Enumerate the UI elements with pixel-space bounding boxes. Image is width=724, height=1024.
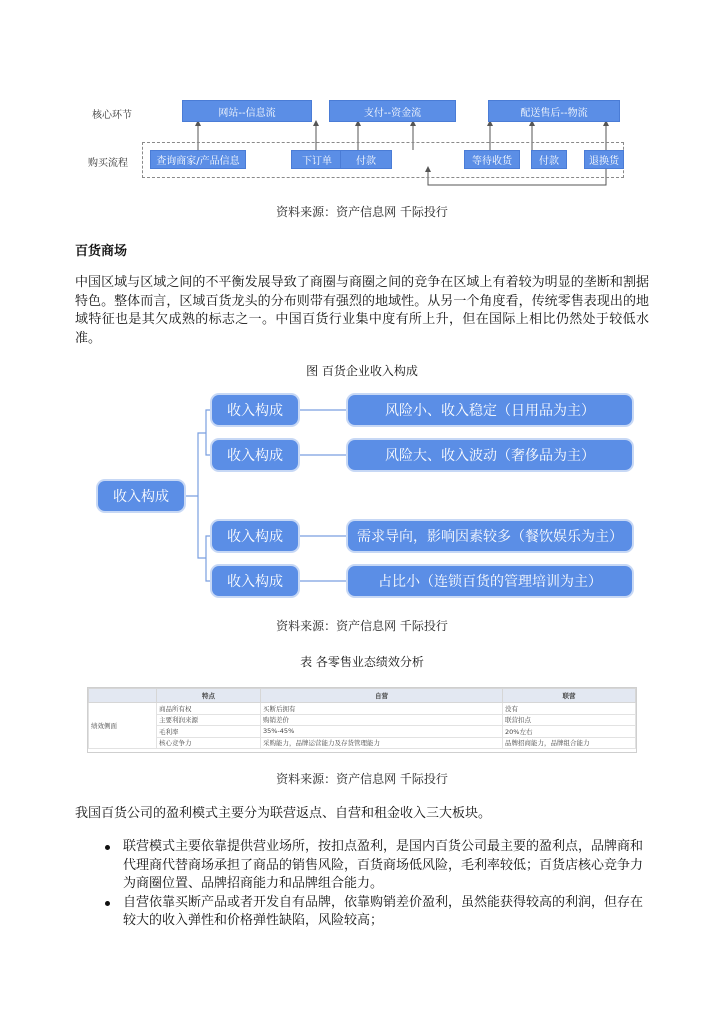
table-cell: 毛利率 <box>157 726 261 738</box>
box-place-order: 下订单 <box>291 150 343 169</box>
income-branch-1: 收入构成 <box>212 395 298 425</box>
table-cell: 联营扣点 <box>503 714 636 726</box>
box-pay-2: 付款 <box>531 150 567 169</box>
income-branch-3: 收入构成 <box>212 521 298 551</box>
figure1-source: 资料来源：资产信息网 千际投行 <box>276 205 448 219</box>
table-header-joint-operated: 联营 <box>503 689 636 703</box>
income-detail-2: 风险大、收入波动（奢侈品为主） <box>348 440 632 470</box>
box-await-delivery: 等待收货 <box>464 150 520 169</box>
bullet-text: 联营模式主要依靠提供营业场所，按扣点盈利，是国内百货公司最主要的盈利点，品牌商和代理商代替商场承担了商品的销售风险，百货商场低风险，毛利率较低；百货店核心竞争力为商圈位置、品牌招商能力和品牌组合能力。 <box>123 839 644 891</box>
table-row <box>89 714 636 726</box>
table-cell: 35%-45% <box>261 726 503 738</box>
figure2-source: 资料来源：资产信息网 千际投行 <box>276 619 448 633</box>
table-cell: 20%左右 <box>503 726 636 738</box>
table-cell: 主要利润来源 <box>157 714 261 726</box>
income-detail-1: 风险小、收入稳定（日用品为主） <box>348 395 632 425</box>
bullet-text: 自营依靠买断产品或者开发自有品牌，依靠购销差价盈利，虽然能获得较高的利润，但存在较大的收入弹性和价格弹性缺陷，风险较高； <box>123 894 644 928</box>
box-info-flow: 网站--信息流 <box>182 100 312 122</box>
box-query-info: 查询商家/产品信息 <box>150 150 246 169</box>
box-return-exchange: 退换货 <box>584 150 624 169</box>
income-root-node: 收入构成 <box>98 481 184 511</box>
income-composition-diagram <box>86 395 636 601</box>
table-header-self-operated: 自营 <box>261 689 503 703</box>
profit-bullet-list <box>75 838 649 931</box>
table-header-feature: 特点 <box>157 689 261 703</box>
list-item <box>75 894 649 931</box>
income-branch-2: 收入构成 <box>212 440 298 470</box>
table-row <box>89 726 636 738</box>
table-cell: 买断后拥有 <box>261 703 503 715</box>
figure2-caption: 图 百货企业收入构成 <box>306 364 418 378</box>
bullet-dot-icon <box>105 845 110 850</box>
table-cell: 核心竞争力 <box>157 737 261 749</box>
profit-intro: 我国百货公司的盈利模式主要分为联营返点、自营和租金收入三大板块。 <box>75 806 492 821</box>
income-detail-4: 占比小（连锁百货的管理培训为主） <box>348 566 632 596</box>
box-money-flow: 支付--资金流 <box>329 100 456 122</box>
table-cell: 商品所有权 <box>157 703 261 715</box>
table-cell: 没有 <box>503 703 636 715</box>
table-cell: 品牌招商能力，品牌组合能力 <box>503 737 636 749</box>
row-label-core: 核心环节 <box>92 110 132 121</box>
row-label-flow: 购买流程 <box>88 158 128 169</box>
table-caption: 表 各零售业态绩效分析 <box>300 655 424 669</box>
box-pay-1: 付款 <box>340 150 392 169</box>
table-group-label: 绩效侧面 <box>89 703 157 749</box>
table-source: 资料来源：资产信息网 千际投行 <box>276 772 448 786</box>
table-cell: 购销差价 <box>261 714 503 726</box>
bullet-dot-icon <box>105 901 110 906</box>
section-heading: 百货商场 <box>75 244 128 259</box>
table-header-blank <box>89 689 157 703</box>
box-logistics-flow: 配送售后--物流 <box>488 100 620 122</box>
purchase-flow-diagram <box>86 88 634 188</box>
income-branch-4: 收入构成 <box>212 566 298 596</box>
section-paragraph: 中国区域与区域之间的不平衡发展导致了商圈与商圈之间的竞争在区域上有着较为明显的垄断和割据特色。整体而言，区域百货龙头的分布则带有强烈的地域性。从另一个角度看，传统零售表现出的地域特征也是其欠成熟的标志之一。中国百货行业集中度有所上升，但在国际上相比仍然处于较低水准。 <box>75 275 649 346</box>
table-row <box>89 737 636 749</box>
list-item <box>75 838 649 894</box>
table-row <box>89 703 636 715</box>
table-cell: 采购能力，品牌运营能力及存货管理能力 <box>261 737 503 749</box>
performance-table <box>87 687 637 753</box>
income-detail-3: 需求导向，影响因素较多（餐饮娱乐为主） <box>348 521 632 551</box>
